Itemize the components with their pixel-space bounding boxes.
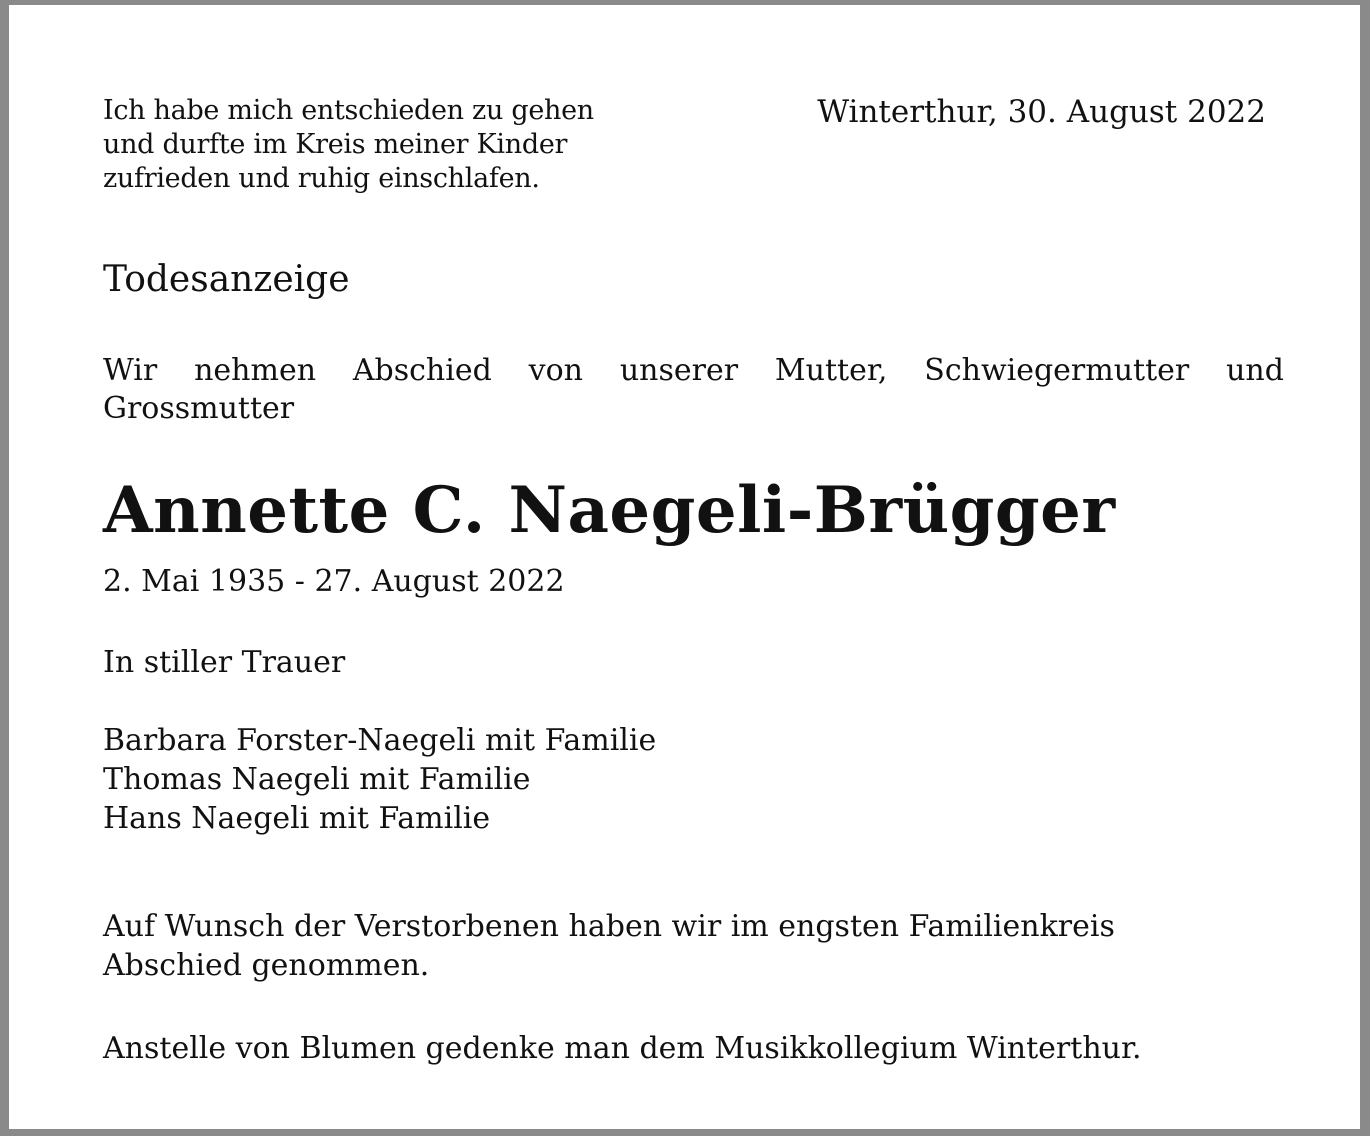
family-member: Thomas Naegeli mit Familie [103, 762, 531, 797]
poem-verse [103, 94, 663, 196]
notice-heading: Todesanzeige [103, 259, 350, 300]
family-member: Barbara Forster-Naegeli mit Familie [103, 723, 657, 758]
intro-word: Mutter, [774, 353, 888, 388]
poem-line: und durfte im Kreis meiner Kinder [103, 129, 568, 160]
place-date: Winterthur, 30. August 2022 [817, 94, 1266, 130]
donation-note: Anstelle von Blumen gedenke man dem Musikkollegium Winterthur. [103, 1031, 1142, 1066]
family-member: Hans Naegeli mit Familie [103, 801, 491, 836]
intro-word: unserer [619, 353, 739, 388]
poem-line: zufrieden und ruhig einschlafen. [103, 163, 540, 194]
farewell-line: Auf Wunsch der Verstorbenen haben wir im engsten Familienkreis [103, 909, 1115, 944]
farewell-note [103, 907, 1284, 985]
intro-text [103, 352, 1284, 428]
intro-line: Grossmutter [103, 391, 295, 426]
deceased-name: Annette C. Naegeli-Brügger [103, 473, 1116, 548]
intro-word: Abschied [352, 353, 492, 388]
intro-word: Wir [103, 353, 158, 388]
intro-line-justified [103, 352, 1284, 390]
life-dates: 2. Mai 1935 - 27. August 2022 [103, 564, 565, 599]
family-list [103, 721, 656, 838]
poem-line: Ich habe mich entschieden zu gehen [103, 95, 594, 126]
intro-word: Schwiegermutter [924, 353, 1190, 388]
intro-word: von [528, 353, 583, 388]
intro-word: und [1226, 353, 1284, 388]
intro-word: nehmen [194, 353, 317, 388]
farewell-line: Abschied genommen. [103, 948, 430, 983]
mourning-line: In stiller Trauer [103, 645, 346, 680]
